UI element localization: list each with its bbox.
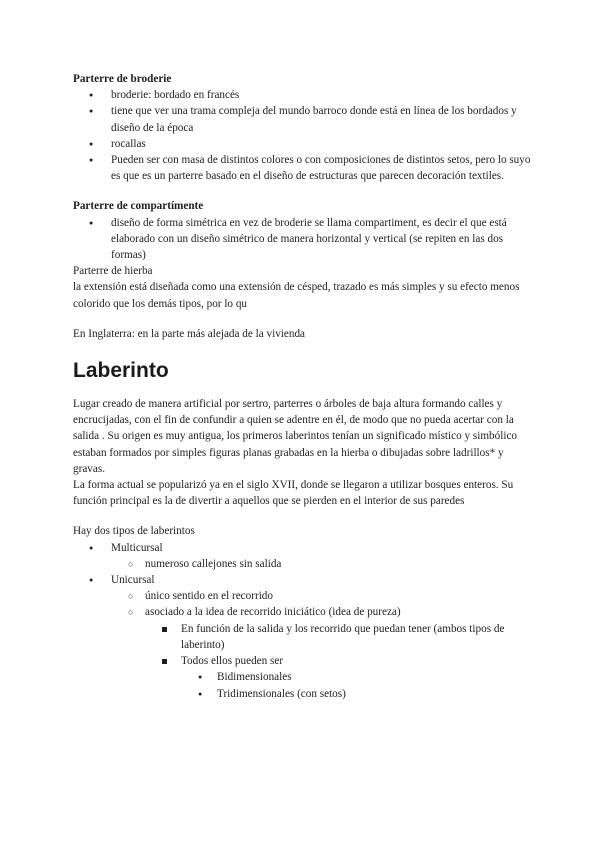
list-item: ● Bidimensionales (73, 669, 533, 685)
list-item: ○ numeroso callejones sin salida (73, 556, 533, 572)
inglaterra-text: En Inglaterra: en la parte más alejada de la vivienda (73, 327, 306, 340)
laberinto-title: Laberinto (73, 359, 169, 383)
list-item: ● rocallas (73, 136, 533, 152)
parterre-hierba-text: la extensión está diseñada como una extensión de césped, trazado es más simples y su efecto menos colorido que los demás tipos, por lo qu (73, 281, 520, 310)
list-item: Todos ellos pueden ser (73, 653, 533, 669)
list-item: ● diseño de forma simétrica en vez de broderie se llama compartiment, es decir el que está elaborado con un diseño simétrico de manera horizontal y vertical (se repiten en las dos formas) (73, 215, 533, 264)
list-item: ● Unicursal (73, 572, 533, 588)
document-body (73, 71, 533, 702)
list-item: ● broderie: bordado en francés (73, 87, 533, 103)
heading-parterre-broderie: Parterre de broderie (73, 73, 172, 85)
laberinto-paragraph-1: Lugar creado de manera artificial por sertro, parterres o árboles de baja altura formando calles y encrucijadas, con el fin de confundir a quien se adentre en él, de modo que no pueda acertar con la salida . Su origen es muy antigua, los primeros laberintos tenían un significado místico y simbólico estaban formados por simples figuras planas grabadas en la hierba o dibujadas sobre ladrillos* y gravas. (73, 398, 518, 475)
list-item: ○ único sentido en el recorrido (73, 588, 533, 604)
heading-parterre-compartimente: Parterre de compartímente (73, 200, 204, 213)
laberinto-paragraph-2: La forma actual se popularizó ya en el siglo XVII, donde se llegaron a utilizar bosques enteros. Su función principal es la de divertir a aquellos que se pierden en el interior de sus paredes (73, 479, 514, 508)
list-item: ● Multicursal (73, 540, 533, 556)
list-item: ● tiene que ver una trama compleja del mundo barroco donde está en línea de los bordados y diseño de la época (73, 103, 533, 135)
list-item: ● Tridimensionales (con setos) (73, 686, 533, 702)
broderie-list (73, 87, 533, 184)
list-item: ● Pueden ser con masa de distintos colores o con composiciones de distintos setos, pero lo suyo es que es un parterre basado en el diseño de estructuras que parecen decoración textiles. (73, 152, 533, 184)
compartimente-list (73, 215, 533, 264)
types-intro: Hay dos tipos de laberintos (73, 525, 195, 538)
laberinto-types-list (73, 540, 533, 702)
list-item: ○ asociado a la idea de recorrido iniciático (idea de pureza) (73, 604, 533, 620)
parterre-hierba-label: Parterre de hierba (73, 265, 153, 278)
list-item: En función de la salida y los recorrido que puedan tener (ambos tipos de laberinto) (73, 621, 533, 653)
